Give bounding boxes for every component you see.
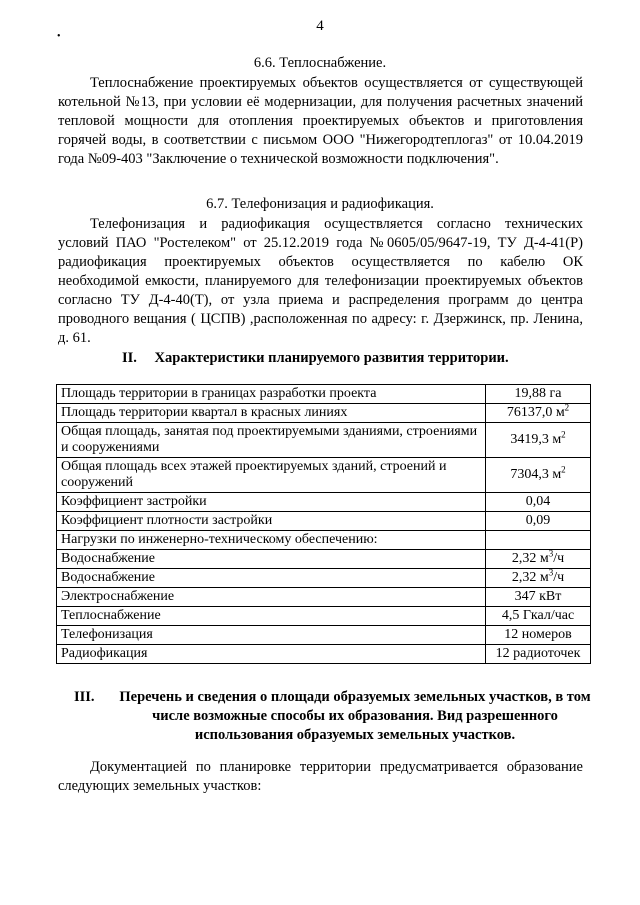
- table-row-label: Площадь территории в границах разработки проекта: [57, 385, 486, 404]
- table-row-label: Коэффициент застройки: [57, 493, 486, 512]
- table-row: [57, 458, 591, 493]
- table-row-label: Общая площадь всех этажей проектируемых зданий, строений и сооружений: [57, 458, 486, 493]
- section-6-7-text: [58, 215, 583, 348]
- table-row-label: Водоснабжение: [57, 569, 486, 588]
- table-row-label: Теплоснабжение: [57, 607, 486, 626]
- table-row-value: 7304,3 $м^2$: [486, 458, 591, 493]
- table-row-value: 3419,3 $м^2$: [486, 423, 591, 458]
- table-row-value: 76137,0 $м^2$: [486, 404, 591, 423]
- table-row-value: 0,09: [486, 512, 591, 531]
- table-row-label: Радиофикация: [57, 645, 486, 664]
- table-row: [57, 607, 591, 626]
- table-row-label: Нагрузки по инженерно-техническому обеспечению:: [57, 531, 486, 550]
- table-row-value: 12 номеров: [486, 626, 591, 645]
- table-row-value: 12 радиоточек: [486, 645, 591, 664]
- table-row-value: 4,5 Гкал/час: [486, 607, 591, 626]
- table-row-label: Электроснабжение: [57, 588, 486, 607]
- section-6-7-title: 6.7. Телефонизация и радиофикация.: [206, 196, 434, 212]
- table-row-value: 347 кВт: [486, 588, 591, 607]
- table-row-value: 2,32 $м^3/ч$: [486, 569, 591, 588]
- table-row-label: Водоснабжение: [57, 550, 486, 569]
- table-row: [57, 550, 591, 569]
- table-row-label: Коэффициент плотности застройки: [57, 512, 486, 531]
- final-paragraph: Документацией по планировке территории предусматривается образование следующих земельных участков:: [58, 759, 583, 794]
- table-row-value: 2,32 $м^3/ч$: [486, 550, 591, 569]
- section-6-6-text: [58, 74, 583, 169]
- table-row: [57, 385, 591, 404]
- table-row-label: Общая площадь, занятая под проектируемыми зданиями, строениями и сооружениями: [57, 423, 486, 458]
- characteristics-table: [56, 384, 591, 664]
- section-2-title: Характеристики планируемого развития территории.: [154, 350, 509, 366]
- section-3-heading: [74, 688, 594, 745]
- table-row: [57, 512, 591, 531]
- table-row-label: Площадь территории квартал в красных линиях: [57, 404, 486, 423]
- section-3-title: Перечень и сведения о площади образуемых земельных участков, в том числе возможные способы их образования. Вид разрешенного использования образуемых земельных участков.: [119, 689, 591, 743]
- section-3-number: III.: [74, 689, 95, 705]
- table-row: [57, 645, 591, 664]
- section-6-6-paragraph: Теплоснабжение проектируемых объектов осуществляется от существующей котельной №13, при условии её модернизации, для получения расчетных значений тепловой мощности для отопления проектируемых объектов и приготовления горячей воды, в соответствии с письмом ООО "Нижегородтеплогаз" от 10.04.2019 года №09-403 "Заключение о технической возможности подключения".: [58, 75, 583, 167]
- page-mark: •: [57, 31, 61, 42]
- section-6-7-paragraph: Телефонизация и радиофикация осуществляется согласно технических условий ПАО "Ростелеком" от 25.12.2019 года №0605/05/9647-19, ТУ Д-4-41(Р) радиофикация проектируемых объектов осуществляется по кабелю ОК необходимой емкости, планируемого для телефонизации проектируемых объектов согласно ТУ Д-4-40(Т), от узла приема и распределения программ до центра проводного вещания ( ЦСПВ) ,расположенная по адресу: г. Дзержинск, пр. Ленина, д. 61.: [58, 216, 583, 346]
- table-row: [57, 626, 591, 645]
- section-2-heading: [122, 349, 509, 368]
- table-row: [57, 531, 591, 550]
- page-number: 4: [316, 18, 324, 34]
- table-row-value: 19,88 га: [486, 385, 591, 404]
- section-6-6-title: 6.6. Теплоснабжение.: [253, 55, 387, 71]
- table-row-value: [486, 531, 591, 550]
- table-row: [57, 588, 591, 607]
- final-text: [58, 758, 583, 796]
- table-row: [57, 493, 591, 512]
- table-row-label: Телефонизация: [57, 626, 486, 645]
- table-row: [57, 569, 591, 588]
- table-row: [57, 404, 591, 423]
- table-row: [57, 423, 591, 458]
- section-2-number: II.: [122, 350, 137, 366]
- table-row-value: 0,04: [486, 493, 591, 512]
